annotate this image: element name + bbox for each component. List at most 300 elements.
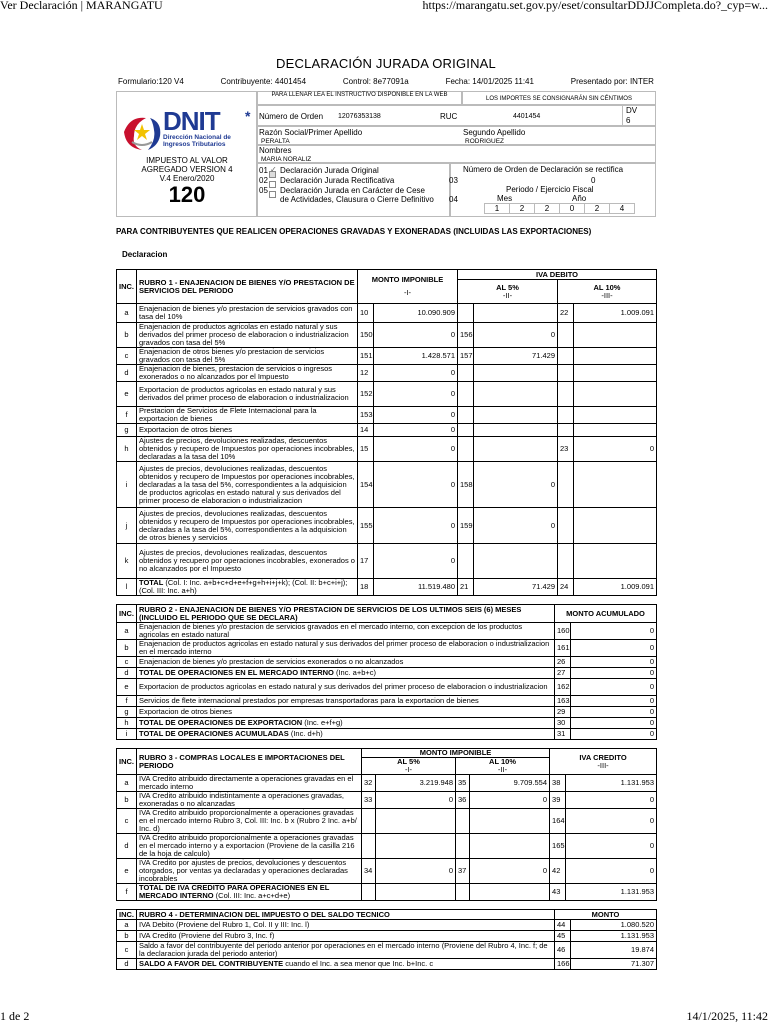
row-detail: IVA Credito (Proviene del Rubro 3, Inc. f) [139,931,275,940]
row-desc: Enajenacion de otros bienes y/o prestacion de servicios gravados con tasa del 5% [137,348,358,365]
version-label: V.4 Enero/2020 [159,174,215,183]
al10-label: AL 10% [593,282,621,292]
table-row [117,424,657,437]
logo-sub1: Dirección Nacional de [163,134,231,141]
row-detail: IVA Debito (Proviene del Rubro 1, Col. II y III: Inc. l) [139,920,310,929]
row-inc: a [117,304,137,323]
value-cell: 0 [470,859,550,884]
code-cell [458,304,474,323]
value-cell: 0 [571,657,657,668]
browser-url[interactable]: https://marangatu.set.gov.py/eset/consultarDDJJCompleta.do?_cyp=w... [422,0,768,12]
table-row [117,775,657,792]
table-row [117,679,657,696]
rectificativa-label: Declaración Jurada Rectificativa [280,176,395,185]
mes-label: Mes [497,194,513,203]
rubro-4-table [116,909,657,970]
table-row [117,859,657,884]
row-detail: Servicios de flete internacional prestados por empresas transportadoras para la exportacion de bienes [139,696,479,705]
presentado-por: Presentado por: INTER [570,77,654,86]
al10-header [456,758,550,775]
monto-imponible-header [358,270,458,304]
browser-page-title: Ver Declaración | MARANGATU [0,0,163,12]
page-counter: 1 de 2 [0,1009,30,1023]
inc-header: INC. [117,270,137,304]
browser-header [0,0,768,14]
al5-label: AL 5% [397,757,420,766]
code-cell: 157 [458,348,474,365]
value-cell: 0 [376,859,456,884]
row-detail: (Inc. e+f+g) [302,718,343,727]
al5-header [458,280,558,304]
table-row [117,365,657,382]
table-row [117,657,657,668]
code-cell [458,424,474,437]
monto-imponible-label: MONTO IMPONIBLE [371,275,444,284]
table-row [117,382,657,407]
value-cell: 0 [566,834,657,859]
value-cell [574,544,657,579]
value-cell [376,884,456,901]
impuesto-label: IMPUESTO AL VALOR AGREGADO VERSION 4 [141,156,233,174]
value-cell: 71.307 [571,959,657,970]
code-cell: 37 [456,859,470,884]
code-cell: 162 [555,679,571,696]
periodo-digits [484,203,635,214]
value-cell [574,365,657,382]
periodo-digit: 2 [584,203,609,214]
code-cell: 15 [358,437,374,462]
table-row [117,544,657,579]
document-meta [116,77,656,86]
ruc-value: 4401454 [513,113,541,120]
al5-label: AL 5% [496,282,519,292]
code-cell [558,365,574,382]
row-bold: SALDO A FAVOR DEL CONTRIBUYENTE [139,959,284,968]
row-inc: c [117,348,137,365]
row-detail: Exportacion de productos agricolas en estado natural y sus derivados del primer proceso de elaboracion o industrializacion [139,682,548,691]
row-inc: i [117,729,137,740]
row-desc: Ajustes de precios, devoluciones realizadas, descuentos obtenidos y recupero de Impuestos por operaciones incobrables, declaradas a la tasa del 5%, correspondientes a la adquisicion de productos agricolas en estado natural y sus derivados del primer proceso de elaboracion o industrializacion [137,462,358,508]
row-detail: IVA Credito por ajustes de precios, devoluciones y descuentos otorgados, por ventas ya declaradas y operaciones declaradas incobrables [139,858,348,883]
row-inc: j [117,508,137,544]
row-inc: h [117,718,137,729]
row-inc: k [117,544,137,579]
table-row [117,437,657,462]
row-detail: (Col. III: Inc. a+c+d+e) [213,891,291,900]
value-cell [470,834,550,859]
fecha: Fecha: 14/01/2025 11:41 [445,77,534,86]
table-row [117,707,657,718]
control: Control: 8e77091a [342,77,409,86]
value-cell: 0 [571,729,657,740]
total-desc [137,579,358,596]
code-cell: 27 [555,668,571,679]
row-detail: Saldo a favor del contribuyente del periodo anterior por operaciones en el mercado interno (Proviene del Rubro 4, Inc. f; de la declaracion jurada del periodo anterior) [139,941,548,958]
code-cell: 153 [358,407,374,424]
code-cell [458,382,474,407]
original-label: Declaración Jurada Original [280,166,379,175]
value-cell: 0 [374,424,458,437]
value-cell: 3.219.948 [376,775,456,792]
row-inc: a [117,920,137,931]
nombres-label: Nombres [259,146,292,155]
row-inc: i [117,462,137,508]
row-bold: TOTAL DE OPERACIONES ACUMULADAS [139,729,289,738]
code-cell: 163 [555,696,571,707]
code-cell: 156 [458,323,474,348]
row-inc: a [117,775,137,792]
table-row [117,323,657,348]
value-cell: 19.874 [571,942,657,959]
code-cell [456,834,470,859]
periodo-digit: 4 [609,203,635,214]
iva-debito-header: IVA DEBITO [458,270,657,280]
dv-box [622,105,658,126]
iva-credito-label: IVA CREDITO [579,752,627,762]
code-cell: 45 [555,931,571,942]
row-detail: (Inc. a+b+c) [333,668,376,677]
code-05: 05 [259,186,268,195]
code-cell: 26 [555,657,571,668]
al10-label: AL 10% [489,757,516,766]
code-cell: 44 [555,920,571,931]
iva-credito-header [550,749,657,775]
value-cell [376,809,456,834]
code-cell [458,544,474,579]
value-cell: 11.519.480 [374,579,458,596]
value-cell [574,382,657,407]
rubro-4-title: RUBRO 4 - DETERMINACION DEL IMPUESTO O DEL SALDO TECNICO [137,910,555,920]
print-datetime: 14/1/2025, 11:42 [686,1009,768,1023]
table-row [117,729,657,740]
row-desc: Exportacion de otros bienes [137,424,358,437]
code-cell [362,834,376,859]
row-desc [137,657,555,668]
instructivo-notice: PARA LLENAR LEA EL INSTRUCTIVO DISPONIBLE EN LA WEB [257,91,462,105]
table-row [117,718,657,729]
value-cell: 0 [470,792,550,809]
code-cell [558,323,574,348]
value-cell [574,462,657,508]
code-cell: 29 [555,707,571,718]
row-desc: Prestacion de Servicios de Flete Internacional para la exportacion de bienes [137,407,358,424]
ruc-label: RUC [440,112,458,121]
table-row [117,792,657,809]
code-04: 04 [449,195,458,204]
code-cell: 152 [358,382,374,407]
declaracion-label: Declaracion [122,250,168,259]
value-cell [574,407,657,424]
row-desc [137,792,362,809]
row-desc: Ajustes de precios, devoluciones realizadas, descuentos obtenidos y recupero de Impuestos por operaciones incobrables, declaradas a la tasa del 10% [137,437,358,462]
row-desc: Ajustes de precios, devoluciones realizadas, descuentos obtenidos y recupero por operaciones incobrables, exonerados o no alcanzados por el Impuesto [137,544,358,579]
periodo-digit: 0 [559,203,584,214]
code-cell: 21 [458,579,474,596]
row-inc: c [117,809,137,834]
table-row [117,959,657,970]
code-cell: 43 [550,884,566,901]
rectifica-value: 0 [591,176,596,185]
monto-header: MONTO [555,910,657,920]
code-cell [558,407,574,424]
value-cell: 0 [571,707,657,718]
contribuyente: Contribuyente: 4401454 [220,77,307,86]
code-cell: 165 [550,834,566,859]
row-desc [137,623,555,640]
periodo-digit: 1 [484,203,509,214]
row-desc [137,775,362,792]
periodo-digit: 2 [509,203,534,214]
periodo-label: Periodo / Ejercicio Fiscal [506,185,594,194]
value-cell [474,382,558,407]
cese-checkbox[interactable] [269,186,278,204]
code-cell [558,508,574,544]
row-inc: g [117,424,137,437]
row-desc [137,942,555,959]
razon-value: PERALTA [261,138,290,145]
table-row [117,696,657,707]
rubro-2-table [116,604,657,740]
code-cell [558,544,574,579]
logo-asterisk: * [245,108,251,124]
code-cell [458,407,474,424]
nombres-row [257,145,656,163]
row-desc [137,959,555,970]
code-02: 02 [259,176,268,185]
inc-header: INC. [117,910,137,920]
value-cell: 9.709.554 [470,775,550,792]
segundo-apellido-label: Segundo Apellido [463,128,526,137]
value-cell: 0 [574,437,657,462]
code-cell: 32 [362,775,376,792]
numero-orden-label: Número de Orden [259,112,324,121]
row-detail: Exportacion de otros bienes [139,707,232,716]
row-inc: c [117,657,137,668]
table-row [117,508,657,544]
value-cell [574,508,657,544]
row-detail: IVA Credito atribuido indistintamente a operaciones gravadas, exoneradas o no alcanzadas [139,791,344,808]
importes-notice: LOS IMPORTES SE CONSIGNARÁN SIN CÉNTIMOS [462,91,656,105]
value-cell [474,424,558,437]
row-bold: TOTAL DE OPERACIONES EN EL MERCADO INTERNO [139,668,334,677]
row-detail: IVA Credito atribuido directamente a operaciones gravadas en el mercado interno [139,774,354,791]
code-cell [458,437,474,462]
table-row [117,668,657,679]
segundo-apellido-value: RODRIGUEZ [465,138,504,145]
row-desc: Enajenacion de bienes, prestacion de servicios o ingresos exonerados o no alcanzados por el Impuesto [137,365,358,382]
row-desc [137,679,555,696]
code-cell: 164 [550,809,566,834]
row-detail: (Inc. d+h) [288,729,323,738]
row-desc [137,809,362,834]
code-cell: 161 [555,640,571,657]
header-fields [257,91,656,217]
razon-row [257,126,656,145]
code-cell [456,809,470,834]
dv-value: 6 [626,116,631,125]
row-bold: TOTAL DE OPERACIONES DE EXPORTACION [139,718,303,727]
monto-imponible-sub: -I- [403,288,412,297]
code-cell [558,462,574,508]
value-cell [474,437,558,462]
logo-text: DNIT [163,106,220,136]
anio-label: Año [572,194,587,203]
value-cell: 71.429 [474,348,558,365]
code-cell [456,884,470,901]
declaration-type-box [257,163,450,217]
value-cell: 0 [571,623,657,640]
row-inc: e [117,382,137,407]
inc-header: INC. [117,605,137,623]
value-cell: 0 [374,544,458,579]
rubro-1-title: RUBRO 1 - ENAJENACION DE BIENES Y/O PRESTACION DE SERVICIOS DEL PERIODO [137,270,358,304]
value-cell: 0 [374,323,458,348]
iva-credito-sub: -III- [597,760,609,770]
al5-header [362,758,456,775]
row-desc [137,931,555,942]
row-desc [137,696,555,707]
code-cell: 158 [458,462,474,508]
value-cell [474,407,558,424]
value-cell: 0 [571,696,657,707]
al5-sub: -II- [502,290,513,300]
row-detail: IVA Credito atribuido proporcionalmente a operaciones gravadas en el mercado interno y a exportacion (Proviene de la casilla 216 de la hoja de calculo) [139,833,355,858]
row-desc [137,707,555,718]
dv-label: DV [626,106,638,115]
code-cell: 151 [358,348,374,365]
value-cell: 0 [374,508,458,544]
value-cell [574,424,657,437]
inc-header: INC. [117,749,137,775]
value-cell: 0 [374,437,458,462]
value-cell [470,884,550,901]
numero-orden-value: 12076353138 [338,113,381,120]
table-row [117,884,657,901]
row-desc [137,920,555,931]
periodo-digit: 2 [534,203,559,214]
value-cell [376,834,456,859]
row-inc: f [117,407,137,424]
row-detail: Enajenacion de bienes y/o prestacion de servicios gravados en el mercado interno, con excepcion de los productos agricolas en estado natural [139,622,523,639]
code-cell: 42 [550,859,566,884]
al10-sub: -III- [601,290,613,300]
section-title: PARA CONTRIBUYENTES QUE REALICEN OPERACIONES GRAVADAS Y EXONERADAS (INCLUIDAS LAS EXPORTACIONES) [116,227,592,236]
value-cell: 0 [374,462,458,508]
code-cell [362,809,376,834]
code-cell: 38 [550,775,566,792]
code-03: 03 [449,176,458,185]
row-inc: e [117,859,137,884]
row-inc: b [117,323,137,348]
row-inc: b [117,640,137,657]
monto-imponible-header: MONTO IMPONIBLE [362,749,550,758]
form-number: 120 [168,182,206,207]
value-cell [574,323,657,348]
row-inc: f [117,884,137,901]
value-cell: 0 [474,323,558,348]
monto-acumulado-header: MONTO ACUMULADO [555,605,657,623]
value-cell [474,544,558,579]
value-cell: 1.080.520 [571,920,657,931]
code-cell: 33 [362,792,376,809]
code-cell [362,884,376,901]
row-detail: cuando el Inc. a sea menor que Inc. b+Inc. c [283,959,434,968]
value-cell: 0 [474,462,558,508]
row-inc: g [117,707,137,718]
value-cell [474,365,558,382]
row-desc [137,640,555,657]
al10-header [558,280,657,304]
row-desc [137,729,555,740]
row-inc: b [117,792,137,809]
nombres-value: MARIA NORALIZ [261,156,312,163]
code-cell: 24 [558,579,574,596]
cese-label-2: de Actividades, Clausura o Cierre Definitivo [280,195,434,204]
row-desc [137,668,555,679]
table-row [117,809,657,834]
form-header [116,91,656,217]
value-cell: 0 [374,365,458,382]
rubro-3-title: RUBRO 3 - COMPRAS LOCALES E IMPORTACIONES DEL PERIODO [137,749,362,775]
row-detail: IVA Credito atribuido proporcionalmente a operaciones gravadas en el mercado interno Rubro 3, Col. III: Inc. b x (Rubro 2 Inc. a+b/ Inc. d) [139,808,357,833]
row-detail: Enajenacion de bienes y/o prestacion de servicios exonerados o no alcanzados [139,657,404,666]
row-inc: b [117,931,137,942]
cese-label-1: Declaración Jurada en Carácter de Cese [280,186,425,195]
row-detail: Enajenacion de productos agricolas en estado natural y sus derivados del primer proceso de elaboracion o industrializacion en el mercado interno [139,639,550,656]
code-cell: 18 [358,579,374,596]
row-desc: Enajenacion de bienes y/o prestacion de servicios gravados con tasa del 10% [137,304,358,323]
value-cell: 0 [376,792,456,809]
value-cell: 0 [566,792,657,809]
row-desc: Enajenacion de productos agricolas en estado natural y sus derivados del primer proceso de elaboracion o industrializacion gravados con tasa del 5% [137,323,358,348]
value-cell [470,809,550,834]
code-cell: 34 [362,859,376,884]
code-cell: 35 [456,775,470,792]
row-inc: f [117,696,137,707]
value-cell [574,348,657,365]
table-row [117,834,657,859]
code-cell: 154 [358,462,374,508]
code-cell: 14 [358,424,374,437]
code-cell: 150 [358,323,374,348]
value-cell: 0 [571,640,657,657]
al10-sub: -II- [497,765,508,774]
row-bold: TOTAL DE IVA CREDITO PARA OPERACIONES EN EL MERCADO INTERNO [139,883,330,900]
rectifica-label: Número de Orden de Declaración se rectifica [463,165,624,174]
code-cell: 166 [555,959,571,970]
table-row [117,304,657,323]
table-row [117,407,657,424]
code-cell: 12 [358,365,374,382]
periodo-box [450,163,656,217]
value-cell: 10.090.909 [374,304,458,323]
code-cell: 23 [558,437,574,462]
value-cell: 1.131.953 [566,884,657,901]
code-cell: 159 [458,508,474,544]
row-inc: h [117,437,137,462]
value-cell: 0 [374,382,458,407]
value-cell: 1.009.091 [574,579,657,596]
code-cell: 46 [555,942,571,959]
browser-footer [0,1010,768,1024]
value-cell: 0 [566,809,657,834]
logo-box [116,91,257,217]
table-row [117,640,657,657]
row-desc [137,718,555,729]
value-cell: 0 [571,718,657,729]
document-title: DECLARACIÓN JURADA ORIGINAL [276,56,496,71]
row-desc [137,884,362,901]
